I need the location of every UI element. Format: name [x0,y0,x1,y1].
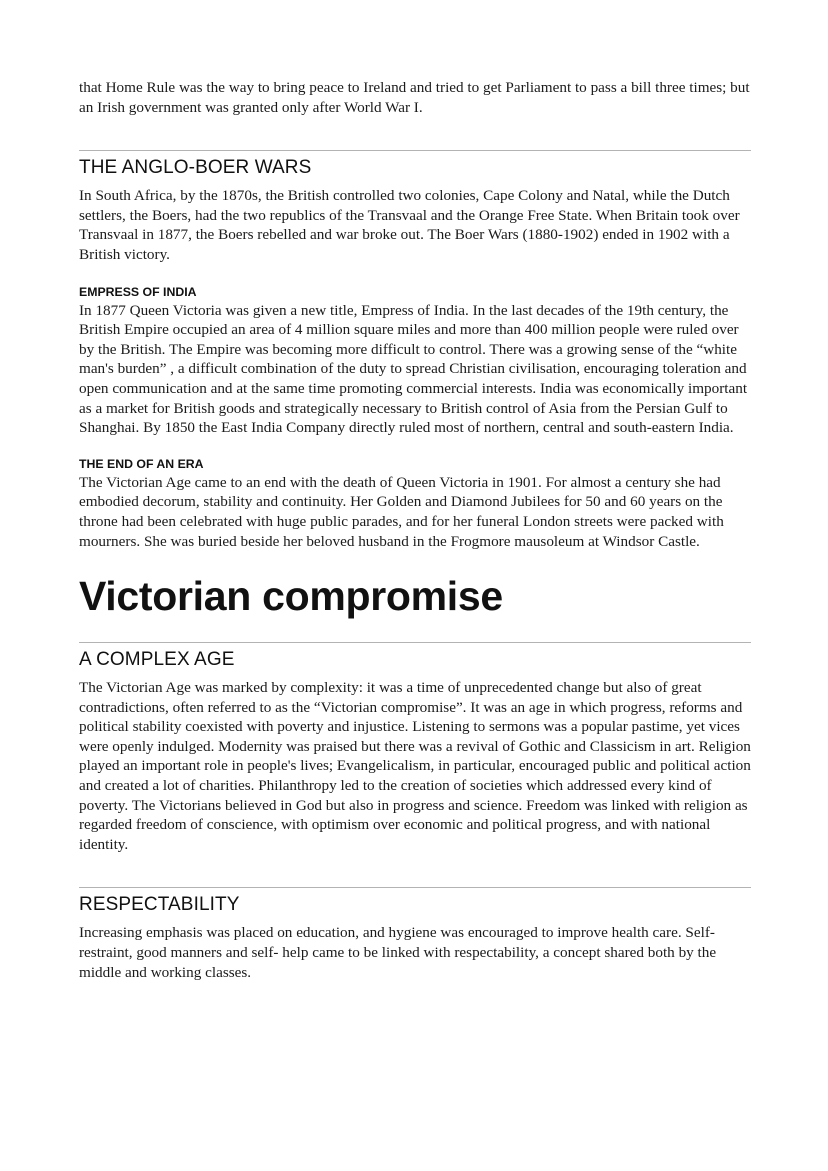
section-heading-complex-age: A COMPLEX AGE [79,649,235,671]
section-divider-complex-age [79,642,751,643]
paragraph-end-of-an-era: The Victorian Age came to an end with the death of Queen Victoria in 1901. For almost a century she had embodied decorum, stability and continuity. Her Golden and Diamond Jubilees for 50 and 60 years on the throne had been celebrated with huge public parades, and for her funeral London streets were packed with mourners. She was buried beside her beloved husband in the Frogmore mausoleum at Windsor Castle. [79,473,724,550]
paragraph-respectability: Increasing emphasis was placed on education, and hygiene was encouraged to improve health care. Self-restraint, good manners and self- help came to be linked with respectability, a concept shared both by the middle and working classes. [79,924,717,981]
paragraph-anglo-boer: In South Africa, by the 1870s, the British controlled two colonies, Cape Colony and Natal, while the Dutch settlers, the Boers, had the two republics of the Transvaal and the Orange Free State. When Britain took over Transvaal in 1877, the Boers rebelled and war broke out. The Boer Wars (1880-1902) ended in 1902 with a British victory. [79,187,740,263]
paragraph-complex-age: The Victorian Age was marked by complexity: it was a time of unprecedented change but also of great contradictions, often referred to as the “Victorian compromise”. It was an age in which progress, reforms and political stability coexisted with poverty and injustice. Listening to sermons was a popular pastime, yet vices were openly indulged. Modernity was praised but there was a revival of Gothic and Classicism in art. Religion played an important role in people's lives; Evangelicalism, in particular, encouraged public and political action and created a lot of charities. Philanthropy led to the creation of societies which addressed every kind of poverty. The Victorians believed in God but also in progress and science. Freedom was linked with religion as regarded freedom of conscience, with optimism over economic and political progress, and with national identity. [79,679,751,853]
intro-paragraph: that Home Rule was the way to bring peace to Ireland and tried to get Parliament to pass a bill three times; but an Irish government was granted only after World War I. [79,79,750,116]
document-page [79,78,751,982]
sub-heading-empress-of-india: EMPRESS OF INDIA [79,284,197,299]
section-divider-anglo-boer [79,150,751,151]
section-heading-anglo-boer: THE ANGLO-BOER WARS [79,157,312,179]
section-divider-respectability [79,887,751,888]
section-heading-respectability: RESPECTABILITY [79,894,240,916]
chapter-title: Victorian compromise [79,573,503,620]
paragraph-empress-of-india: In 1877 Queen Victoria was given a new title, Empress of India. In the last decades of the 19th century, the British Empire occupied an area of 4 million square miles and more than 400 million people were ruled over by the British. The Empire was becoming more difficult to control. There was a growing sense of the “white man's burden” , a difficult combination of the duty to spread Christian civilisation, encouraging toleration and open communication and at the same time promoting commercial interests. India was economically important as a market for British goods and strategically necessary to British control of Asia from the Persian Gulf to Shanghai. By 1850 the East India Company directly ruled most of northern, central and south-eastern India. [79,301,748,437]
sub-heading-end-of-an-era: THE END OF AN ERA [79,456,204,471]
